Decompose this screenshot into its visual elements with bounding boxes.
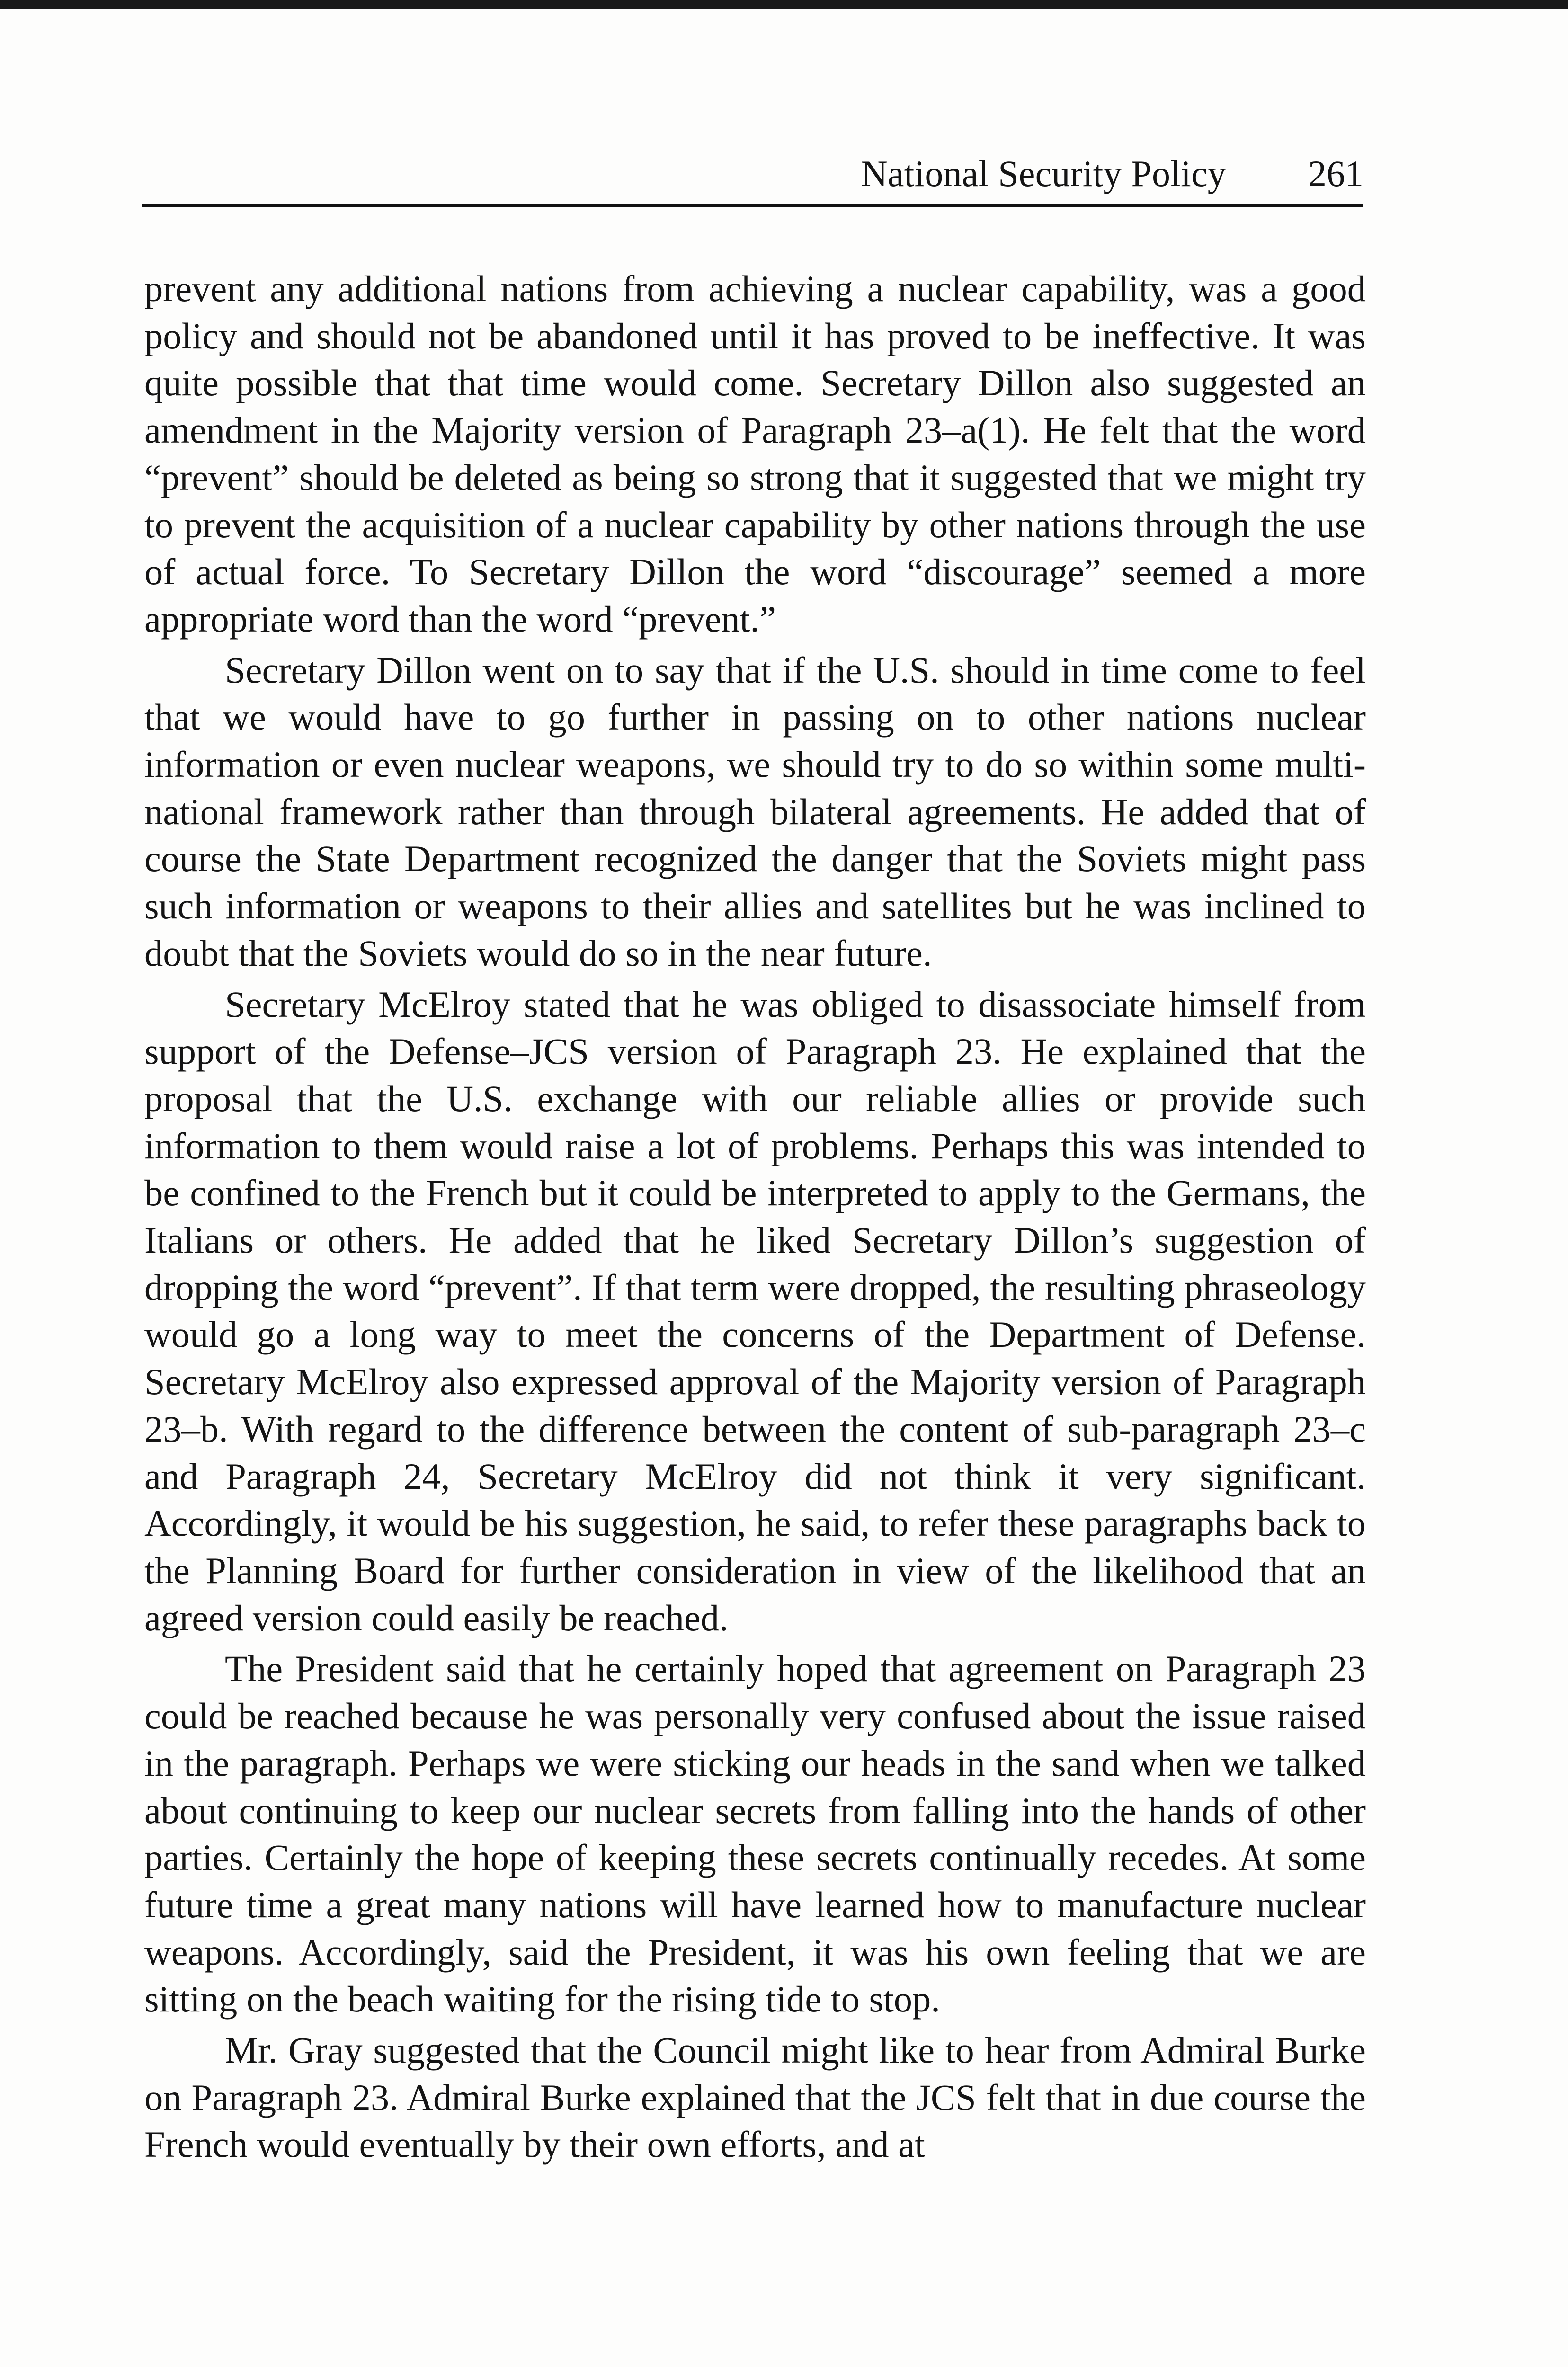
paragraph-president: The President said that he certainly hoped that agreement on Paragraph 23 could be reached because he was personally very confused about the issue raised in the paragraph. Perhaps we were sticking our heads in the sand when we talked about continuing to keep our nuclear secrets from falling into the hands of other parties. Certainly the hope of keeping these secrets continually recedes. At some future time a great many nations will have learned how to manufacture nuclear weapons. Accordingly, said the President, it was his own feeling that we are sitting on the beach waiting for the rising tide to stop. [144,1648,1366,2020]
running-head [142,142,1363,207]
page-number: 261 [1308,153,1363,194]
paragraph-gray-burke: Mr. Gray suggested that the Council might like to hear from Admiral Burke on Paragraph 23. Admiral Burke explained that the JCS felt that in due course the French would eventually by their own efforts, and at [144,2029,1366,2165]
body-text [144,265,1366,2168]
paragraph-continued: prevent any additional nations from achieving a nuclear capability, was a good policy and should not be abandoned until it has proved to be ineffective. It was quite possible that that time would come. Secretary Dillon also suggested an amendment in the Majority version of Paragraph 23–a(1). He felt that the word “prevent” should be deleted as being so strong that it suggested that we might try to prevent the acquisition of a nuclear capability by other nations through the use of actual force. To Secretary Dillon the word “discourage” seemed a more appropriate word than the word “prevent.” [144,268,1366,640]
paragraph-dillon-multinational: Secretary Dillon went on to say that if the U.S. should in time come to feel that we would have to go further in passing on to other nations nuclear information or even nuclear weapons, we should try to do so within some multi-national framework rather than through bilateral agreements. He added that of course the State Department recognized the danger that the Soviets might pass such information or weapons to their allies and satellites but he was inclined to doubt that the Soviets would do so in the near future. [144,649,1366,974]
paragraph-mcelroy: Secretary McElroy stated that he was obliged to disassociate himself from support of the Defense–JCS version of Paragraph 23. He explained that the proposal that the U.S. exchange with our reliable allies or provide such information to them would raise a lot of problems. Perhaps this was intended to be confined to the French but it could be interpreted to apply to the Germans, the Italians or others. He added that he liked Secretary Dillon’s suggestion of dropping the word “prevent”. If that term were dropped, the resulting phraseology would go a long way to meet the concerns of the Department of Defense. Secretary McElroy also expressed approval of the Majority version of Paragraph 23–b. With regard to the difference between the content of sub-paragraph 23–c and Paragraph 24, Secretary McElroy did not think it very significant. Accordingly, it would be his suggestion, he said, to refer these paragraphs back to the Planning Board for further consideration in view of the likelihood that an agreed version could easily be reached. [144,983,1366,1638]
scan-top-edge [0,0,1568,9]
running-title: National Security Policy [861,153,1226,194]
